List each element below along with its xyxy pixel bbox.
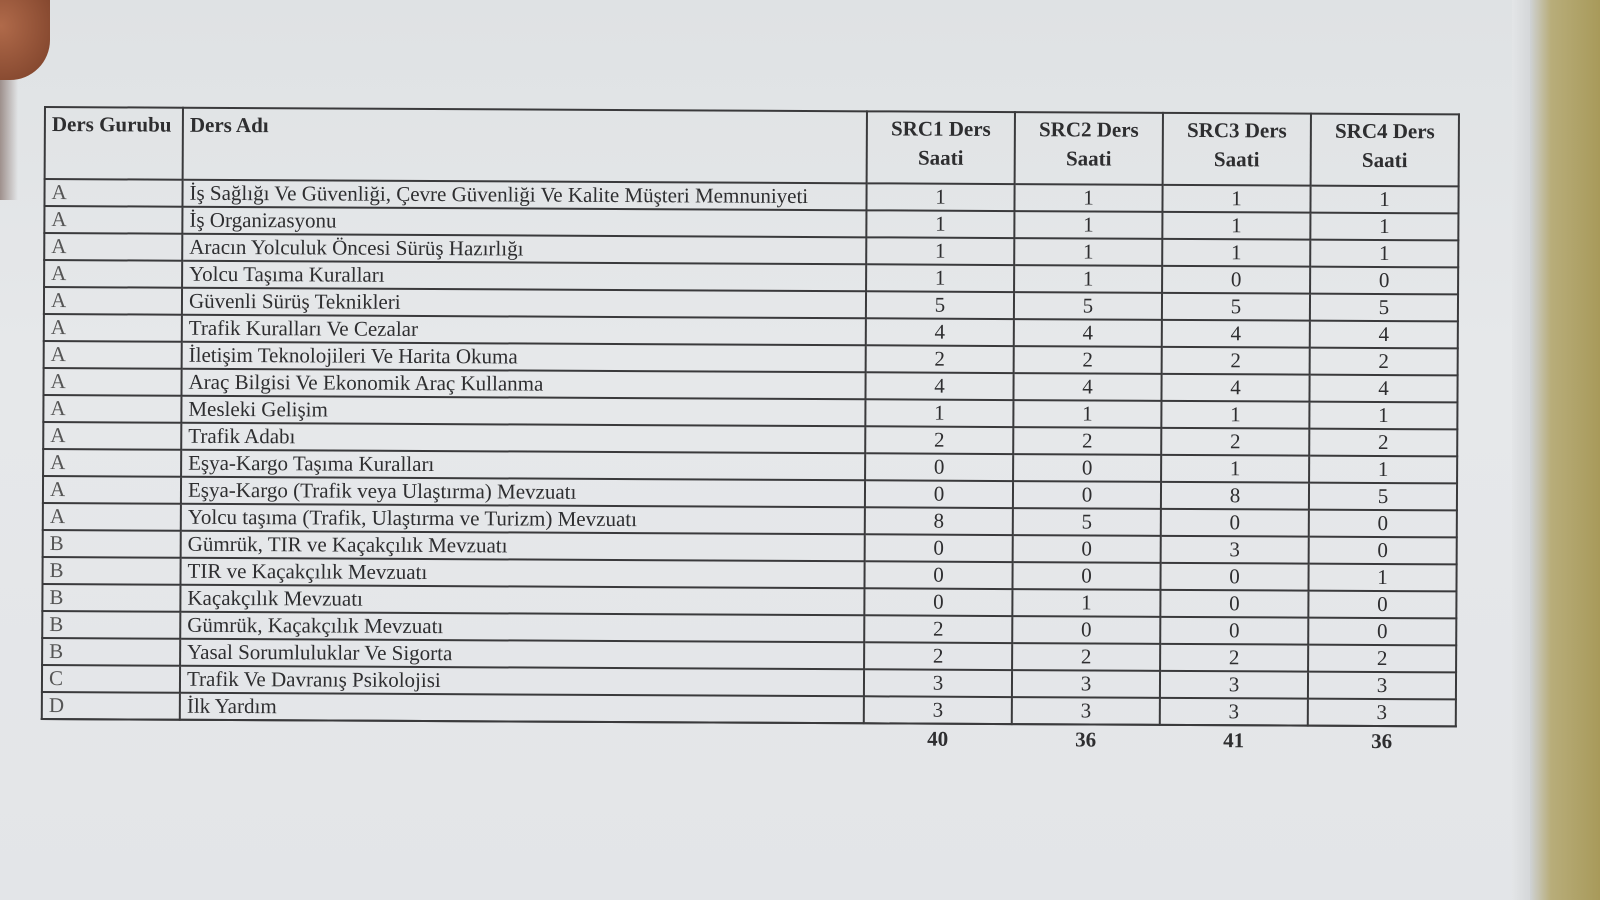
cell-src3: 3 [1160,671,1308,699]
cell-src4: 2 [1310,348,1458,376]
cell-src1: 0 [864,588,1012,616]
header-group: Ders Gurubu [45,107,183,180]
cell-src4: 0 [1308,591,1456,619]
cell-src4: 1 [1309,402,1457,430]
cell-src2: 1 [1014,238,1162,266]
cell-src1: 2 [864,615,1012,643]
cell-src3: 0 [1161,509,1309,537]
cell-group: C [42,665,180,693]
cell-group: A [44,233,182,261]
cell-src2: 4 [1014,319,1162,347]
cell-src2: 0 [1012,562,1160,590]
cell-course-name: Eşya-Kargo Taşıma Kuralları [181,450,865,481]
cell-group: B [42,557,180,585]
totals-row [42,719,1456,755]
cell-src2: 5 [1013,508,1161,536]
cell-src1: 4 [865,372,1013,400]
cell-src1: 0 [865,453,1013,481]
cell-group: A [43,368,181,396]
cell-src1: 1 [866,210,1014,238]
cell-course-name: Yolcu taşıma (Trafik, Ulaştırma ve Turizm) Mevzuatı [181,504,865,535]
cell-src3: 3 [1160,698,1308,726]
cell-src2: 0 [1012,616,1160,644]
cell-src1: 3 [864,669,1012,697]
cell-course-name: TIR ve Kaçakçılık Mevzuatı [180,558,864,589]
total-src4: 36 [1371,728,1393,753]
cell-src2: 0 [1013,481,1161,509]
cell-src4: 1 [1308,564,1456,592]
cell-src3: 5 [1162,293,1310,321]
cell-src1: 5 [866,291,1014,319]
cell-src3: 1 [1162,239,1310,267]
cell-group: A [44,341,182,369]
total-src1: 40 [927,726,949,751]
cell-src2: 4 [1013,373,1161,401]
header-row [45,107,1459,186]
total-src2: 36 [1075,726,1097,752]
cell-src3: 2 [1162,347,1310,375]
cell-src4: 3 [1308,699,1456,727]
cell-group: A [44,314,182,342]
cell-src4: 1 [1310,240,1458,268]
cell-src2: 5 [1014,292,1162,320]
cell-course-name: Güvenli Sürüş Teknikleri [182,288,866,319]
header-src1: SRC1 Ders Saati [867,111,1015,184]
cell-src4: 1 [1309,456,1457,484]
cell-course-name: İlk Yardım [180,693,864,724]
cell-group: A [43,476,181,504]
finger-shadow [0,0,50,80]
cell-course-name: Araç Bilgisi Ve Ekonomik Araç Kullanma [181,369,865,400]
cell-group: A [43,395,181,423]
cell-src2: 1 [1013,400,1161,428]
cell-src4: 3 [1308,672,1456,700]
total-src3: 41 [1223,727,1245,752]
cell-src1: 1 [865,399,1013,427]
totals-spacer [42,719,180,749]
cell-group: B [42,584,180,612]
cell-src4: 0 [1309,537,1457,565]
document-sheet [41,106,1460,755]
cell-src3: 2 [1161,428,1309,456]
cell-course-name: İletişim Teknolojileri Ve Harita Okuma [182,342,866,373]
cell-src3: 0 [1160,590,1308,618]
cell-src4: 1 [1310,186,1458,214]
cell-group: A [44,287,182,315]
header-src4: SRC4 Ders Saati [1311,114,1459,187]
cell-src3: 0 [1160,617,1308,645]
cell-src2: 2 [1014,346,1162,374]
cell-course-name: Gümrük, Kaçakçılık Mevzuatı [180,612,864,643]
cell-src3: 0 [1160,563,1308,591]
cell-src4: 0 [1310,267,1458,295]
cell-src4: 5 [1309,483,1457,511]
cell-src1: 4 [866,318,1014,346]
cell-group: A [43,449,181,477]
paper-edge [1512,0,1530,900]
cell-src1: 3 [864,696,1012,724]
cell-group: B [42,611,180,639]
cell-src1: 2 [864,642,1012,670]
cell-src3: 1 [1161,401,1309,429]
cell-src1: 0 [864,561,1012,589]
cell-src3: 4 [1162,320,1310,348]
cell-group: A [43,422,181,450]
cell-group: A [44,179,182,207]
cell-course-name: İş Organizasyonu [182,207,866,238]
cell-src1: 8 [865,507,1013,535]
cell-src4: 0 [1308,618,1456,646]
cell-src1: 0 [865,534,1013,562]
desk-background [1530,0,1600,900]
cell-group: A [44,206,182,234]
cell-src2: 1 [1014,265,1162,293]
cell-src1: 2 [866,345,1014,373]
cell-src2: 3 [1012,697,1160,725]
cell-src4: 0 [1309,510,1457,538]
cell-src2: 3 [1012,670,1160,698]
cell-course-name: Yolcu Taşıma Kuralları [182,261,866,292]
cell-course-name: Eşya-Kargo (Trafik veya Ulaştırma) Mevzuatı [181,477,865,508]
cell-src2: 2 [1012,643,1160,671]
cell-src1: 0 [865,480,1013,508]
cell-course-name: Trafik Adabı [181,423,865,454]
cell-course-name: Yasal Sorumluluklar Ve Sigorta [180,639,864,670]
cell-src1: 1 [866,264,1014,292]
cell-group: A [44,260,182,288]
cell-course-name: Mesleki Gelişim [181,396,865,427]
cell-src3: 1 [1161,455,1309,483]
cell-src3: 0 [1162,266,1310,294]
cell-src3: 8 [1161,482,1309,510]
cell-course-name: Trafik Kuralları Ve Cezalar [182,315,866,346]
cell-src2: 2 [1013,427,1161,455]
cell-src2: 1 [1012,589,1160,617]
cell-src3: 1 [1162,185,1310,213]
cell-course-name: İş Sağlığı Ve Güvenliği, Çevre Güvenliği Ve Kalite Müşteri Memnuniyeti [182,180,866,211]
cell-group: D [42,692,180,720]
cell-src3: 4 [1161,374,1309,402]
cell-src4: 4 [1310,321,1458,349]
cell-src2: 1 [1014,211,1162,239]
cell-src3: 2 [1160,644,1308,672]
cell-src2: 0 [1013,454,1161,482]
course-hours-table [41,106,1460,755]
cell-src1: 2 [865,426,1013,454]
cell-course-name: Aracın Yolculuk Öncesi Sürüş Hazırlığı [182,234,866,265]
cell-src4: 2 [1309,429,1457,457]
cell-src3: 1 [1162,212,1310,240]
header-src2: SRC2 Ders Saati [1015,112,1163,185]
cell-src2: 0 [1013,535,1161,563]
cell-group: B [43,530,181,558]
cell-course-name: Trafik Ve Davranış Psikolojisi [180,666,864,697]
cell-src4: 4 [1309,375,1457,403]
cell-course-name: Kaçakçılık Mevzuatı [180,585,864,616]
cell-src4: 2 [1308,645,1456,673]
totals-spacer [180,720,864,753]
cell-src4: 5 [1310,294,1458,322]
cell-src4: 1 [1310,213,1458,241]
cell-src1: 1 [866,183,1014,211]
hand-shadow [0,80,18,200]
cell-group: B [42,638,180,666]
cell-group: A [43,503,181,531]
cell-src1: 1 [866,237,1014,265]
cell-course-name: Gümrük, TIR ve Kaçakçılık Mevzuatı [181,531,865,562]
cell-src3: 3 [1161,536,1309,564]
cell-src2: 1 [1014,184,1162,212]
header-src3: SRC3 Ders Saati [1163,113,1311,186]
header-course-name: Ders Adı [183,108,867,184]
